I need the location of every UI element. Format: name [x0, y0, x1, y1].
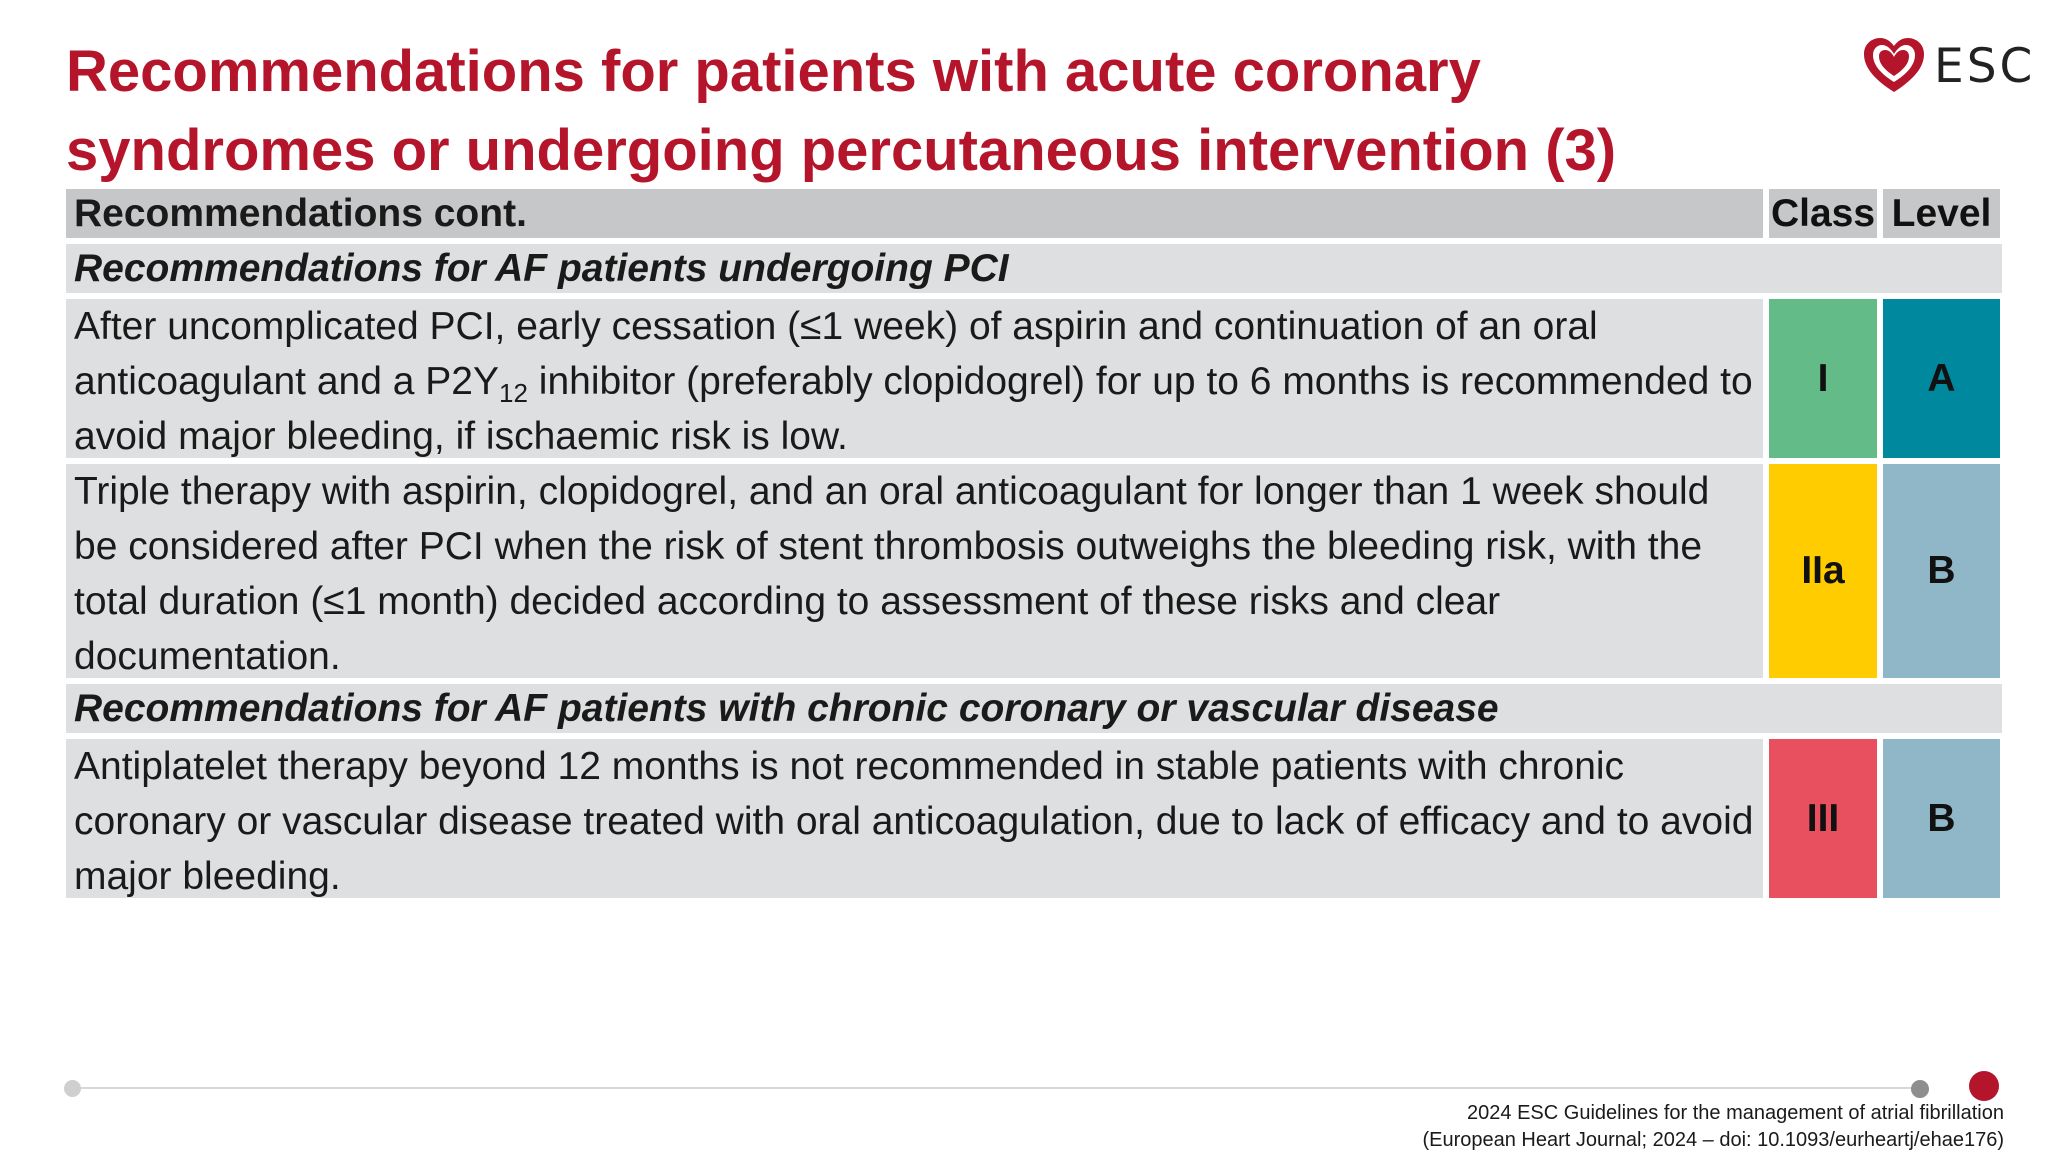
header-level: Level: [1883, 189, 2000, 238]
progress-end-dot: [1969, 1071, 1999, 1101]
heart-logo-icon: [1860, 34, 1928, 98]
section-heading-row: [66, 244, 2002, 293]
progress-line: [72, 1087, 1920, 1089]
level-badge: B: [1883, 739, 2000, 898]
header-recommendations: Recommendations cont.: [66, 189, 1763, 238]
recommendation-text: After uncomplicated PCI, early cessation (≤1 week) of aspirin and continuation of an oral anticoagulant and a $P2Y_{12}$ inhibitor (preferably clopidogrel) for up to 6 months is recommended to avoid major bleeding, if ischaemic risk is low.: [66, 299, 1763, 458]
level-badge: B: [1883, 464, 2000, 678]
progress-mid-dot: [1911, 1080, 1929, 1098]
table-row: [66, 299, 2002, 458]
logo-text: ESC: [1934, 38, 2036, 94]
table-header-row: [66, 189, 2002, 238]
esc-logo: [1860, 34, 2040, 98]
class-badge: III: [1769, 739, 1877, 898]
section-heading-pci: Recommendations for AF patients undergoing PCI: [66, 244, 2002, 293]
recommendation-text: Triple therapy with aspirin, clopidogrel, and an oral anticoagulant for longer than 1 week should be considered after PCI when the risk of stent thrombosis outweighs the bleeding risk, with the total duration (≤1 month) decided according to assessment of these risks and clear documentation.: [66, 464, 1763, 678]
section-heading-chronic: Recommendations for AF patients with chronic coronary or vascular disease: [66, 684, 2002, 733]
section-heading-row: [66, 684, 2002, 733]
citation: [1422, 1100, 2004, 1154]
level-badge: A: [1883, 299, 2000, 458]
citation-line-1: 2024 ESC Guidelines for the management of atrial fibrillation: [1467, 1102, 2004, 1124]
class-badge: I: [1769, 299, 1877, 458]
recommendations-table: [66, 189, 2002, 904]
table-row: [66, 739, 2002, 898]
citation-line-2: (European Heart Journal; 2024 – doi: 10.1093/eurheartj/ehae176): [1422, 1129, 2004, 1151]
progress-start-dot: [64, 1080, 81, 1097]
header-class: Class: [1769, 189, 1877, 238]
table-row: [66, 464, 2002, 678]
slide-title: [66, 32, 1706, 190]
recommendation-text: Antiplatelet therapy beyond 12 months is not recommended in stable patients with chronic coronary or vascular disease treated with oral anticoagulation, due to lack of efficacy and to avoid major bleeding.: [66, 739, 1763, 898]
slide-title-line-2: syndromes or undergoing percutaneous intervention (3): [66, 118, 1617, 183]
class-badge: IIa: [1769, 464, 1877, 678]
slide-title-line-1: Recommendations for patients with acute coronary: [66, 39, 1481, 104]
